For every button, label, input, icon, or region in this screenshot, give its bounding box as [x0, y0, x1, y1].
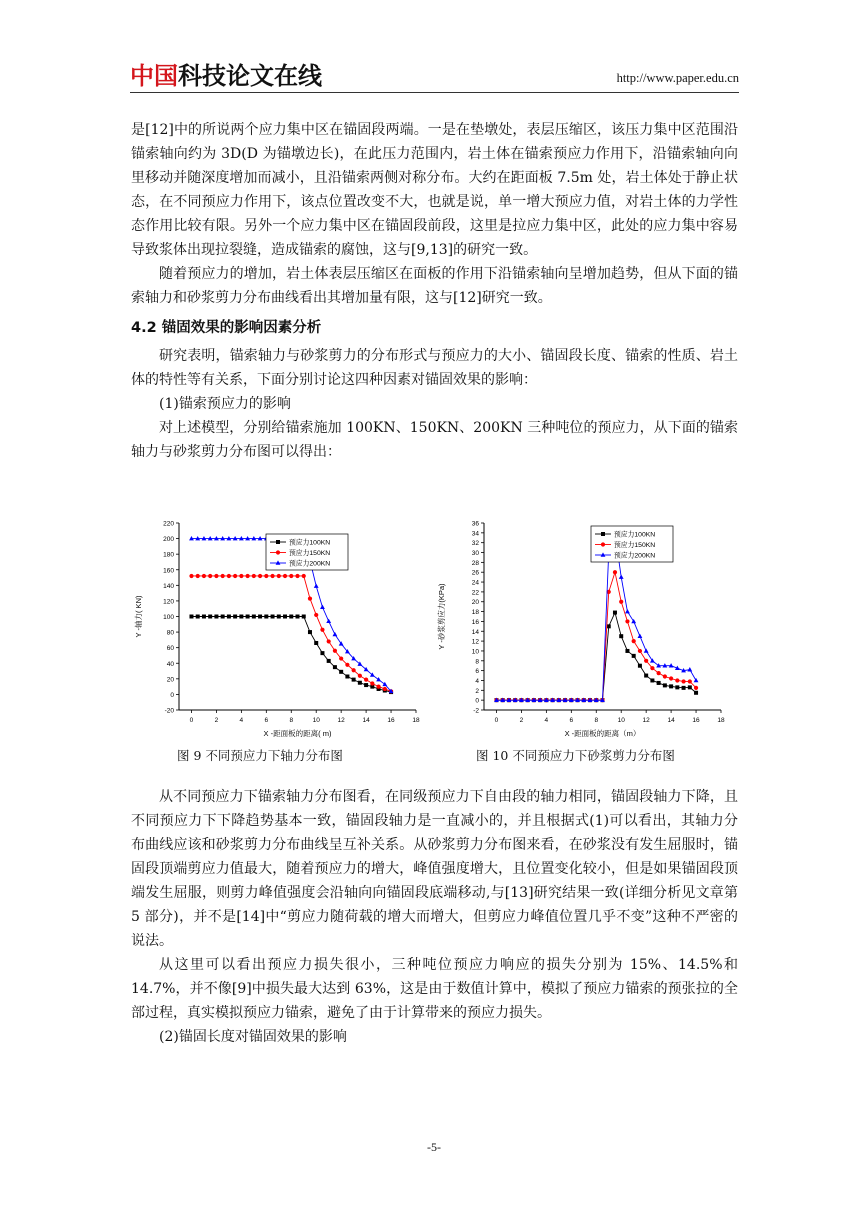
figure-10	[436, 518, 736, 743]
data-point	[320, 651, 324, 655]
x-tick-label: 6	[264, 717, 269, 724]
series-line	[191, 576, 391, 691]
data-point	[214, 615, 218, 619]
y-tick-label: 0	[475, 697, 479, 705]
data-point	[202, 574, 206, 578]
data-point	[271, 615, 275, 619]
y-tick-label: 0	[170, 691, 174, 699]
x-axis-label: X -距面板的距离（m）	[564, 729, 641, 738]
data-point	[358, 674, 362, 678]
data-point	[613, 570, 617, 574]
y-tick-label: 36	[471, 520, 479, 528]
x-tick-label: 2	[214, 717, 219, 724]
legend-marker	[276, 550, 280, 554]
journal-logo	[130, 62, 322, 90]
data-point	[289, 615, 293, 619]
y-tick-label: 6	[475, 668, 479, 676]
x-tick-label: 12	[642, 717, 650, 724]
data-point	[663, 683, 667, 687]
legend-marker	[276, 540, 280, 544]
data-point	[246, 615, 250, 619]
data-point	[308, 630, 312, 634]
y-tick-label: -2	[473, 707, 479, 715]
data-point	[619, 575, 624, 579]
body-bottom	[131, 785, 738, 1049]
data-point	[663, 674, 667, 678]
subsection-label: (2)锚固长度对锚固效果的影响	[159, 1029, 347, 1045]
logo-part-black: 科技论文在线	[178, 62, 322, 90]
legend-label: 预应力150KN	[289, 550, 331, 557]
data-point	[320, 605, 325, 609]
data-point	[632, 654, 636, 658]
data-point	[644, 659, 648, 663]
data-point	[376, 685, 380, 689]
data-point	[675, 685, 679, 689]
data-point	[314, 641, 318, 645]
data-point	[333, 632, 338, 636]
paragraph: 对上述模型，分别给锚索施加 100KN、150KN、200KN 三种吨位的预应力，从下面的锚索轴力与砂浆剪力分布图可以得出：	[131, 420, 738, 460]
y-tick-label: 16	[471, 618, 479, 626]
figure-9-caption: 图 9 不同预应力下轴力分布图	[177, 748, 343, 763]
data-point	[613, 611, 617, 615]
legend-label: 预应力200KN	[289, 560, 331, 568]
data-point	[314, 613, 318, 617]
data-point	[638, 634, 643, 638]
legend-marker	[601, 532, 605, 536]
data-point	[221, 574, 225, 578]
paragraph: 研究表明，锚索轴力与砂浆剪力的分布形式与预应力的大小、锚固段长度、锚索的性质、岩土体的特性等有关系，下面分别讨论这四种因素对锚固效果的影响：	[131, 348, 738, 388]
x-tick-label: 4	[544, 717, 549, 724]
series-line	[496, 572, 696, 700]
x-tick-label: 12	[337, 717, 345, 724]
y-tick-label: 8	[475, 658, 479, 666]
data-point	[258, 574, 262, 578]
y-tick-label: 60	[166, 645, 174, 653]
data-point	[326, 619, 331, 623]
x-tick-label: 8	[289, 717, 294, 724]
x-tick-label: 0	[189, 717, 194, 724]
data-point	[333, 649, 337, 653]
data-point	[382, 682, 387, 686]
x-tick-label: 18	[717, 717, 725, 724]
data-point	[333, 665, 337, 669]
legend-label: 预应力150KN	[614, 542, 656, 549]
data-point	[638, 664, 642, 668]
x-tick-label: 16	[387, 717, 395, 724]
data-point	[264, 574, 268, 578]
y-axis-label: Y -轴力( KN)	[134, 595, 143, 638]
data-point	[233, 615, 237, 619]
data-point	[233, 574, 237, 578]
data-point	[358, 681, 362, 685]
data-point	[681, 679, 685, 683]
data-point	[644, 648, 649, 652]
y-tick-label: 20	[471, 599, 479, 607]
legend-marker	[601, 542, 605, 546]
x-tick-label: 6	[569, 717, 574, 724]
y-tick-label: 20	[166, 676, 174, 684]
data-point	[638, 649, 642, 653]
y-tick-label: 220	[163, 520, 174, 528]
y-tick-label: 10	[471, 648, 479, 656]
y-tick-label: 28	[471, 559, 479, 567]
y-tick-label: 2	[475, 687, 479, 695]
paragraph: 从不同预应力下锚索轴力分布图看，在同级预应力下自由段的轴力相同，锚固段轴力下降，且不同预应力下下降趋势基本一致，锚固段轴力是一直减小的，并且根据式(1)可以看出，其轴力分布曲线应该和砂浆剪力分布曲线呈互补关系。从砂浆剪力分布图来看，在砂浆没有发生屈服时，锚固段顶端剪应力值最大，随着预应力的增大，峰值强度增大，且位置变化较小，但是如果锚固段顶端发生屈服，则剪力峰值强度会沿轴向向锚固段底端移动,与[13]研究结果一致(详细分析见文章第 5 部分)，并不是[14]中“剪应力随荷载的增大而增大，但剪应力峰值位置几乎不变”这种不严密的说法。	[131, 789, 738, 949]
data-point	[345, 663, 349, 667]
data-point	[644, 674, 648, 678]
y-tick-label: 100	[163, 614, 174, 621]
header-rule	[130, 92, 739, 93]
y-tick-label: 12	[471, 638, 479, 646]
data-point	[320, 628, 324, 632]
data-point	[345, 674, 349, 678]
data-point	[296, 615, 300, 619]
y-tick-label: 120	[163, 598, 174, 606]
data-point	[327, 659, 331, 663]
data-point	[221, 615, 225, 619]
data-point	[302, 615, 306, 619]
data-point	[277, 574, 281, 578]
data-point	[669, 676, 673, 680]
data-point	[694, 691, 698, 695]
data-point	[302, 574, 306, 578]
data-point	[308, 596, 312, 600]
y-tick-label: 24	[471, 579, 479, 587]
data-point	[283, 574, 287, 578]
data-point	[252, 574, 256, 578]
data-point	[669, 684, 673, 688]
data-point	[657, 671, 661, 675]
data-point	[632, 639, 636, 643]
y-tick-label: 4	[475, 677, 479, 685]
data-point	[625, 609, 630, 613]
data-point	[650, 666, 654, 670]
data-point	[339, 670, 343, 674]
data-point	[625, 649, 629, 653]
y-tick-label: 160	[163, 567, 174, 575]
shear-stress-chart	[436, 518, 736, 743]
page-number: -5-	[427, 1140, 441, 1154]
data-point	[295, 574, 299, 578]
data-point	[327, 639, 331, 643]
data-point	[277, 615, 281, 619]
data-point	[214, 574, 218, 578]
data-point	[270, 574, 274, 578]
y-tick-label: 18	[471, 609, 479, 617]
legend-label: 预应力200KN	[614, 552, 656, 560]
data-point	[227, 615, 231, 619]
data-point	[246, 574, 250, 578]
x-tick-label: 0	[494, 717, 499, 724]
y-tick-label: 34	[471, 530, 479, 538]
y-tick-label: 80	[166, 629, 174, 637]
data-point	[688, 679, 692, 683]
data-point	[208, 574, 212, 578]
data-point	[314, 584, 319, 588]
data-point	[694, 678, 699, 682]
figure-10-caption: 图 10 不同预应力下砂浆剪力分布图	[476, 748, 675, 763]
data-point	[619, 600, 623, 604]
data-point	[694, 686, 698, 690]
data-point	[687, 667, 692, 671]
data-point	[208, 615, 212, 619]
x-tick-label: 4	[239, 717, 244, 724]
data-point	[352, 678, 356, 682]
data-point	[650, 678, 654, 682]
data-point	[376, 677, 381, 681]
y-tick-label: 200	[163, 536, 174, 544]
data-point	[370, 681, 374, 685]
data-point	[364, 678, 368, 682]
data-point	[352, 668, 356, 672]
y-axis-label: Y -砂浆剪应力(KPa)	[437, 583, 446, 650]
y-tick-label: 26	[471, 569, 479, 577]
x-tick-label: 10	[617, 717, 625, 724]
data-point	[657, 681, 661, 685]
y-tick-label: 32	[471, 540, 479, 548]
data-point	[189, 615, 193, 619]
paragraph: 是[12]中的所说两个应力集中区在锚固段两端。一是在垫墩处，表层压缩区，该压力集中区范围沿锚索轴向约为 3D(D 为锚墩边长)，在此压力范围内，岩土体在锚索预应力作用下，沿锚索轴向向里移动并随深度增加而减小，且沿锚索两侧对称分布。大约在距面板 7.5m 处，岩土体处于静止状态，在不同预应力作用下，该点位置改变不大，也就是说，单一增大预应力值，对岩土体的力学性态作用比较有限。另外一个应力集中区在锚固段前段，这里是拉应力集中区，此处的应力集中容易导致浆体出现拉裂缝，造成锚索的腐蚀，这与[9,13]的研究一致。	[131, 122, 738, 258]
header-url[interactable]: http://www.paper.edu.cn	[616, 71, 739, 85]
data-point	[619, 634, 623, 638]
data-point	[239, 574, 243, 578]
data-point	[289, 574, 293, 578]
data-point	[688, 685, 692, 689]
data-point	[258, 615, 262, 619]
y-tick-label: 22	[471, 589, 479, 597]
y-tick-label: 40	[166, 660, 174, 668]
data-point	[196, 574, 200, 578]
legend-label: 预应力100KN	[289, 539, 331, 547]
x-tick-label: 18	[412, 717, 420, 724]
data-point	[682, 686, 686, 690]
data-point	[364, 683, 368, 687]
logo-part-red: 中国	[130, 62, 178, 90]
body-top	[131, 118, 738, 464]
x-tick-label: 2	[519, 717, 524, 724]
figure-9	[131, 518, 431, 743]
data-point	[264, 615, 268, 619]
data-point	[383, 687, 387, 691]
paragraph: 随着预应力的增加，岩土体表层压缩区在面板的作用下沿锚索轴向呈增加趋势，但从下面的锚索轴力和砂浆剪力分布曲线看出其增加量有限，这与[12]研究一致。	[131, 266, 738, 306]
x-tick-label: 8	[594, 717, 599, 724]
x-tick-label: 10	[312, 717, 320, 724]
data-point	[202, 615, 206, 619]
x-tick-label: 14	[667, 717, 675, 724]
y-tick-label: 14	[471, 628, 479, 636]
data-point	[189, 574, 193, 578]
x-tick-label: 16	[692, 717, 700, 724]
data-point	[239, 615, 243, 619]
y-tick-label: 140	[163, 582, 174, 590]
page-header	[130, 62, 739, 92]
data-point	[252, 615, 256, 619]
legend-label: 预应力100KN	[614, 531, 656, 539]
subsection-label: (1)锚索预应力的影响	[159, 396, 291, 412]
data-point	[283, 615, 287, 619]
x-axis-label: X -距面板的距离( m)	[263, 729, 332, 738]
data-point	[607, 624, 611, 628]
x-tick-label: 14	[362, 717, 370, 724]
data-point	[625, 619, 629, 623]
axial-force-chart	[131, 518, 431, 743]
paragraph: 从这里可以看出预应力损失很小，三种吨位预应力响应的损失分别为 15%、14.5%和 14.7%，并不像[9]中损失最大达到 63%，这是由于数值计算中，模拟了预应力锚索的预张拉的全部过程，真实模拟预应力锚索，避免了由于计算带来的预应力损失。	[131, 957, 738, 1021]
data-point	[339, 656, 343, 660]
figure-row	[131, 518, 738, 768]
y-tick-label: -20	[164, 707, 174, 715]
section-heading: 4.2 锚固效果的影响因素分析	[131, 320, 322, 336]
data-point	[227, 574, 231, 578]
data-point	[675, 678, 679, 682]
y-tick-label: 30	[471, 550, 479, 558]
y-tick-label: 180	[163, 551, 174, 559]
data-point	[196, 615, 200, 619]
